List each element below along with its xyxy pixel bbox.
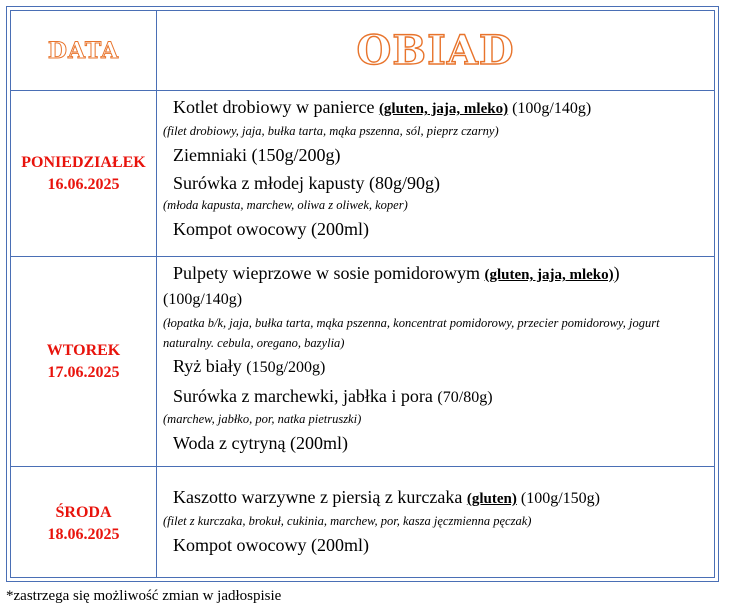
dish-name: Surówka z marchewki, jabłka i pora — [173, 386, 438, 406]
day-name: WTOREK — [46, 341, 121, 359]
dish: Kompot owocowy (200ml) — [173, 535, 369, 555]
portion: (100g/150g) — [516, 490, 600, 507]
day-cell-wednesday — [11, 467, 156, 580]
day-name: PONIEDZIAŁEK — [21, 153, 146, 171]
dish-name: Ryż biały — [173, 356, 247, 376]
dish-name: Pulpety wieprzowe w sosie pomidorowym — [173, 263, 485, 283]
portion: (150g/200g) — [246, 359, 326, 376]
dish — [163, 385, 706, 409]
ingredients: (filet z kurczaka, brokuł, cukinia, marchew, por, kasza jęczmienna pęczak) — [163, 514, 532, 528]
allergens: (gluten, jaja, mleko) — [484, 267, 614, 283]
dish — [163, 486, 706, 511]
dish-name: Kotlet drobiowy w panierce — [173, 97, 379, 117]
dish: Ziemniaki (150g/200g) — [173, 145, 341, 165]
menu-table-inner — [10, 10, 715, 578]
menu-cell-wednesday — [163, 486, 706, 557]
dish-name: Kaszotto warzywne z piersią z kurczaka — [173, 487, 467, 507]
footer-note: *zastrzega się możliwość zmian w jadłospisie — [6, 588, 282, 604]
header-date: DATA — [47, 37, 120, 64]
ingredients: (łopatka b/k, jaja, bułka tarta, mąka pszenna, koncentrat pomidorowy, przecier pomidorowy, jogurt naturalny. cebula, oregano, bazylia) — [163, 316, 660, 350]
dish: Woda z cytryną (200ml) — [173, 433, 348, 453]
day-date: 17.06.2025 — [47, 363, 120, 381]
header-meal: OBIAD — [356, 27, 515, 74]
day-cell-monday — [11, 91, 156, 256]
allergens: (gluten, jaja, mleko) — [378, 101, 509, 117]
ingredients: (młoda kapusta, marchew, oliwa z oliwek, koper) — [163, 198, 408, 212]
ingredients: (marchew, jabłko, por, natka pietruszki) — [163, 412, 362, 426]
dish — [163, 262, 706, 287]
dish — [163, 355, 706, 379]
dish-paren: ) — [613, 263, 620, 283]
dish: Surówka z młodej kapusty (80g/90g) — [173, 173, 440, 193]
menu-table — [6, 6, 719, 582]
day-name: ŚRODA — [55, 503, 112, 521]
menu-cell-monday — [163, 96, 706, 241]
dish: Kompot owocowy (200ml) — [173, 219, 369, 239]
day-cell-tuesday — [11, 257, 156, 466]
menu-cell-tuesday — [163, 262, 706, 455]
portion — [163, 287, 706, 311]
column-divider — [156, 11, 157, 577]
day-date: 16.06.2025 — [47, 175, 120, 193]
portion: (100g/140g) — [508, 100, 592, 117]
ingredients: (filet drobiowy, jaja, bułka tarta, mąka pszenna, sól, pieprz czarny) — [163, 124, 499, 138]
portion-value: (100g/140g) — [163, 291, 243, 308]
dish — [163, 96, 706, 121]
day-date: 18.06.2025 — [47, 525, 120, 543]
portion: (70/80g) — [437, 389, 493, 406]
allergens: (gluten) — [466, 491, 517, 507]
